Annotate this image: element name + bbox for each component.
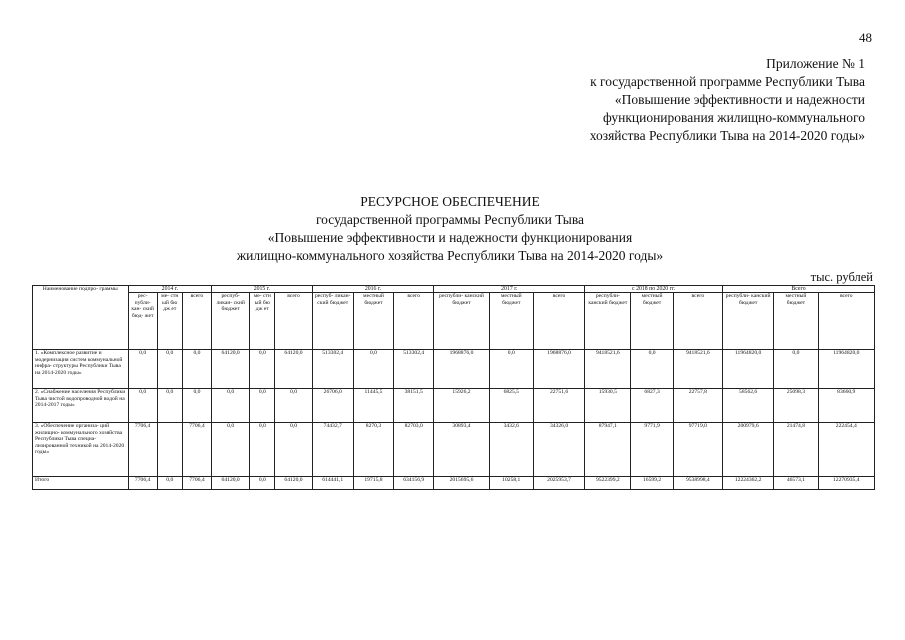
value-cell: 19715,8 — [353, 477, 393, 490]
appendix-line: функционирования жилищно-коммунального — [602, 110, 865, 125]
value-cell: 0,0 — [774, 350, 818, 389]
value-cell: 83660,9 — [818, 389, 874, 423]
value-cell: 21474,8 — [774, 423, 818, 477]
header-budget-column: всего — [673, 293, 722, 350]
document-title — [150, 193, 750, 265]
value-cell: 513302,4 — [312, 350, 353, 389]
value-cell: 0,0 — [250, 350, 275, 389]
value-cell: 64120,0 — [275, 477, 312, 490]
header-budget-column: всего — [818, 293, 874, 350]
header-budget-column: местный бюджет — [774, 293, 818, 350]
value-cell: 7706,4 — [128, 423, 157, 477]
value-cell: 2025953,7 — [533, 477, 584, 490]
value-cell: 9522399,2 — [585, 477, 631, 490]
header-year: 2016 г. — [312, 286, 434, 293]
title-line: РЕСУРСНОЕ ОБЕСПЕЧЕНИЕ — [360, 194, 540, 209]
value-cell: 38151,5 — [394, 389, 434, 423]
value-cell: 0,0 — [182, 389, 211, 423]
value-cell: 614441,1 — [312, 477, 353, 490]
header-budget-column: республи- канский бюджет — [723, 293, 774, 350]
value-cell: 11964820,0 — [723, 350, 774, 389]
value-cell: 7706,4 — [128, 477, 157, 490]
header-budget-column: респуб- ликан- ский бюджет — [212, 293, 250, 350]
value-cell: 9771,9 — [631, 423, 673, 477]
header-budget-column: местный бюджет — [353, 293, 393, 350]
value-cell: 15926,2 — [434, 389, 489, 423]
subprogram-name-cell: 2. «Снабжение населения Республики Тыва чистой водопроводной водой на 2014-2017 годы» — [33, 389, 129, 423]
value-cell: 0,0 — [250, 477, 275, 490]
appendix-line: «Повышение эффективности и надежности — [614, 92, 865, 107]
value-cell: 9418521,6 — [673, 350, 722, 389]
value-cell: 513302,4 — [394, 350, 434, 389]
value-cell: 11445,5 — [353, 389, 393, 423]
value-cell: 0,0 — [275, 389, 312, 423]
value-cell: 0,0 — [489, 350, 533, 389]
value-cell: 1968876,0 — [434, 350, 489, 389]
value-cell: 64120,0 — [212, 477, 250, 490]
value-cell: 22757,8 — [673, 389, 722, 423]
header-year: 2017 г. — [434, 286, 585, 293]
header-year: 2015 г. — [212, 286, 313, 293]
header-budget-column: всего — [182, 293, 211, 350]
value-cell: 2015695,6 — [434, 477, 489, 490]
value-cell: 30893,4 — [434, 423, 489, 477]
value-cell: 0,0 — [250, 423, 275, 477]
appendix-line: к государственной программе Республики Тыва — [590, 74, 865, 89]
value-cell: 46573,1 — [774, 477, 818, 490]
page-number: 48 — [859, 30, 872, 45]
header-budget-column: ме- стн ый бю дж ет — [250, 293, 275, 350]
value-cell: 0,0 — [128, 389, 157, 423]
header-budget-column: ме- стн ый бю дж ет — [157, 293, 182, 350]
header-budget-column: местный бюджет — [489, 293, 533, 350]
value-cell: 3432,6 — [489, 423, 533, 477]
value-cell: 200979,6 — [723, 423, 774, 477]
header-budget-column: местный бюджет — [631, 293, 673, 350]
value-cell: 6825,5 — [489, 389, 533, 423]
value-cell: 58562,6 — [723, 389, 774, 423]
value-cell: 7706,4 — [182, 423, 211, 477]
value-cell: 0,0 — [250, 389, 275, 423]
header-subprogram-name: Наименование подпро- граммы — [33, 286, 129, 350]
value-cell: 0,0 — [353, 350, 393, 389]
units-label: тыс. рублей — [810, 270, 873, 284]
value-cell: 0,0 — [275, 423, 312, 477]
value-cell: 10258,1 — [489, 477, 533, 490]
appendix-line: Приложение № 1 — [766, 56, 865, 71]
subprogram-name-cell: 3. «Обеспечение организа- ций жилищно- коммунального хозяйства Республики Тыва специа- лизированной техникой на 2014-2020 годы» — [33, 423, 129, 477]
value-cell: 7706,4 — [182, 477, 211, 490]
value-cell — [157, 423, 182, 477]
value-cell: 22751,6 — [533, 389, 584, 423]
header-year: с 2018 по 2020 гг. — [585, 286, 723, 293]
value-cell: 16599,2 — [631, 477, 673, 490]
value-cell: 0,0 — [212, 389, 250, 423]
value-cell: 0,0 — [128, 350, 157, 389]
subprogram-name-cell: Итого — [33, 477, 129, 490]
value-cell: 12270935,4 — [818, 477, 874, 490]
value-cell: 82703,0 — [394, 423, 434, 477]
value-cell: 0,0 — [631, 350, 673, 389]
value-cell: 87947,1 — [585, 423, 631, 477]
value-cell: 0,0 — [157, 350, 182, 389]
title-line: «Повышение эффективности и надежности функционирования — [267, 230, 633, 245]
value-cell: 8270,3 — [353, 423, 393, 477]
value-cell: 64120,0 — [212, 350, 250, 389]
value-cell: 0,0 — [157, 389, 182, 423]
value-cell: 0,0 — [157, 477, 182, 490]
title-line: государственной программы Республики Тыва — [315, 212, 585, 227]
header-budget-column: республи- канский бюджет — [585, 293, 631, 350]
value-cell: 6827,3 — [631, 389, 673, 423]
appendix-header — [445, 55, 865, 145]
header-budget-column: всего — [533, 293, 584, 350]
value-cell: 1968876,0 — [533, 350, 584, 389]
value-cell: 222454,4 — [818, 423, 874, 477]
header-budget-column: всего — [394, 293, 434, 350]
value-cell: 15930,5 — [585, 389, 631, 423]
header-budget-column: всего — [275, 293, 312, 350]
value-cell: 74432,7 — [312, 423, 353, 477]
value-cell: 9538998,4 — [673, 477, 722, 490]
value-cell: 634156,9 — [394, 477, 434, 490]
value-cell: 34326,0 — [533, 423, 584, 477]
header-budget-column: рес- публи- кан- ский бюд- жет — [128, 293, 157, 350]
value-cell: 0,0 — [212, 423, 250, 477]
subprogram-name-cell: 1. «Комплексное развитие и модернизация систем коммунальной инфра- структуры Республики Тыва на 2014-2020 годы» — [33, 350, 129, 389]
value-cell: 26706,0 — [312, 389, 353, 423]
value-cell: 97719,0 — [673, 423, 722, 477]
title-line: жилищно-коммунального хозяйства Республики Тыва на 2014-2020 годы» — [236, 248, 664, 263]
value-cell: 9418521,6 — [585, 350, 631, 389]
header-budget-column: республи- канский бюджет — [434, 293, 489, 350]
header-budget-column: респуб- ликан- ский бюджет — [312, 293, 353, 350]
value-cell: 64120,0 — [275, 350, 312, 389]
header-year: 2014 г. — [128, 286, 211, 293]
resource-table — [32, 285, 875, 490]
value-cell: 25098,3 — [774, 389, 818, 423]
header-year: Всего — [723, 286, 875, 293]
value-cell: 11964820,0 — [818, 350, 874, 389]
appendix-line: хозяйства Республики Тыва на 2014-2020 годы» — [589, 128, 865, 143]
value-cell: 0,0 — [182, 350, 211, 389]
value-cell: 12224362,2 — [723, 477, 774, 490]
